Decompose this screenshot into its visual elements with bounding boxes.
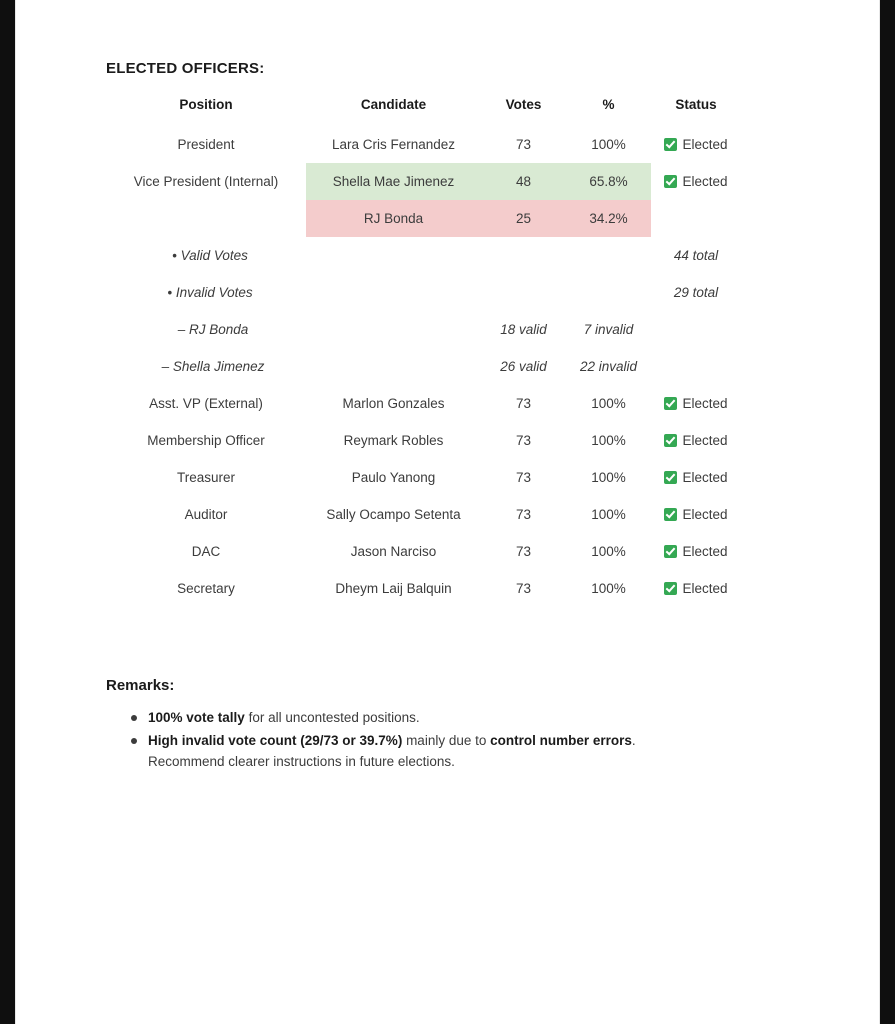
list-item bbox=[148, 708, 766, 729]
note-total: 29 total bbox=[673, 285, 719, 300]
cell-percent: 100% bbox=[591, 433, 626, 448]
check-icon bbox=[664, 508, 677, 521]
note-mid1 bbox=[481, 274, 566, 311]
cell-candidate: Dheym Laij Balquin bbox=[335, 581, 452, 596]
cell-percent: 100% bbox=[591, 470, 626, 485]
cell-percent: 100% bbox=[591, 507, 626, 522]
remark-bold-mid: control number errors bbox=[490, 732, 632, 748]
cell-position: Auditor bbox=[184, 507, 228, 522]
note-mid1: 26 valid bbox=[500, 359, 547, 374]
cell-candidate: Jason Narciso bbox=[350, 544, 437, 559]
column-header-candidate: Candidate bbox=[360, 97, 427, 112]
table-row bbox=[106, 533, 741, 570]
table-row bbox=[106, 163, 741, 200]
cell-percent: 100% bbox=[591, 137, 626, 152]
cell-votes: 73 bbox=[515, 581, 532, 596]
status-badge bbox=[651, 385, 741, 422]
status-badge bbox=[651, 126, 741, 163]
status-badge bbox=[651, 163, 741, 200]
note-blank bbox=[306, 237, 481, 274]
remark-tail: . bbox=[631, 732, 636, 748]
document-page bbox=[16, 0, 879, 1024]
check-icon bbox=[664, 175, 677, 188]
remark-bold-lead: 100% vote tally bbox=[148, 710, 245, 725]
status-label: Elected bbox=[682, 174, 728, 189]
note-blank bbox=[306, 274, 481, 311]
status-label: Elected bbox=[682, 137, 728, 152]
column-header-votes: Votes bbox=[505, 97, 542, 112]
status-badge bbox=[651, 422, 741, 459]
cell-votes: 73 bbox=[515, 396, 532, 411]
column-header-position: Position bbox=[179, 97, 233, 112]
note-label: • Valid Votes bbox=[172, 248, 248, 263]
status-label: Elected bbox=[682, 507, 728, 522]
cell-votes: 73 bbox=[515, 433, 532, 448]
table-header-row bbox=[106, 91, 741, 126]
table-row bbox=[106, 570, 741, 607]
remarks-list bbox=[106, 708, 766, 773]
check-icon bbox=[664, 582, 677, 595]
section-title: ELECTED OFFICERS: bbox=[106, 60, 265, 77]
cell-votes: 73 bbox=[515, 137, 532, 152]
status-badge bbox=[651, 570, 741, 607]
status-badge bbox=[651, 459, 741, 496]
check-icon bbox=[664, 471, 677, 484]
cell-percent: 100% bbox=[591, 544, 626, 559]
cell-votes: 25 bbox=[481, 200, 566, 237]
table-row bbox=[106, 496, 741, 533]
cell-position: Secretary bbox=[177, 581, 235, 596]
note-mid2 bbox=[566, 237, 651, 274]
cell-candidate: Reymark Robles bbox=[343, 433, 444, 448]
note-row bbox=[106, 274, 741, 311]
note-mid2 bbox=[566, 274, 651, 311]
check-icon bbox=[664, 397, 677, 410]
note-label: – RJ Bonda bbox=[177, 322, 249, 337]
note-row bbox=[106, 237, 741, 274]
remark-rest: for all uncontested positions. bbox=[244, 710, 420, 725]
cell-percent: 65.8% bbox=[566, 163, 651, 200]
check-icon bbox=[664, 138, 677, 151]
note-mid2: 22 invalid bbox=[579, 359, 638, 374]
cell-position: Membership Officer bbox=[147, 433, 265, 448]
table-row bbox=[106, 385, 741, 422]
table-row bbox=[106, 200, 741, 237]
status-badge bbox=[651, 533, 741, 570]
table-row bbox=[106, 459, 741, 496]
cell-candidate: Marlon Gonzales bbox=[342, 396, 445, 411]
note-label: – Shella Jimenez bbox=[161, 359, 265, 374]
cell-candidate: Lara Cris Fernandez bbox=[331, 137, 456, 152]
status-label: Elected bbox=[682, 581, 728, 596]
cell-position: Treasurer bbox=[176, 470, 235, 485]
note-total: 44 total bbox=[673, 248, 719, 263]
note-mid1 bbox=[481, 237, 566, 274]
status-label: Elected bbox=[682, 433, 728, 448]
note-blank bbox=[306, 348, 481, 385]
column-header-percent: % bbox=[602, 97, 615, 112]
document-content bbox=[106, 60, 766, 775]
cell-percent: 100% bbox=[591, 581, 626, 596]
remarks-title: Remarks: bbox=[106, 677, 175, 694]
status-badge bbox=[651, 200, 741, 237]
cell-votes: 73 bbox=[515, 544, 532, 559]
cell-position: President bbox=[177, 137, 235, 152]
remark-second-line: Recommend clearer instructions in future elections. bbox=[148, 753, 455, 769]
cell-position bbox=[106, 200, 306, 237]
column-header-status: Status bbox=[675, 97, 717, 112]
cell-candidate: Paulo Yanong bbox=[351, 470, 436, 485]
cell-candidate: Shella Mae Jimenez bbox=[306, 163, 481, 200]
table-row bbox=[106, 422, 741, 459]
note-total bbox=[651, 311, 741, 348]
status-badge bbox=[651, 496, 741, 533]
elected-officers-table bbox=[106, 91, 741, 607]
remark-bold-lead: High invalid vote count (29/73 or 39.7%) bbox=[148, 732, 403, 748]
status-label: Elected bbox=[682, 544, 728, 559]
note-row bbox=[106, 348, 741, 385]
note-row bbox=[106, 311, 741, 348]
cell-candidate: Sally Ocampo Setenta bbox=[326, 507, 461, 522]
note-mid2: 7 invalid bbox=[583, 322, 634, 337]
cell-votes: 73 bbox=[515, 470, 532, 485]
note-label: • Invalid Votes bbox=[167, 285, 253, 300]
status-label: Elected bbox=[682, 396, 728, 411]
cell-percent: 100% bbox=[591, 396, 626, 411]
note-blank bbox=[306, 311, 481, 348]
check-icon bbox=[664, 434, 677, 447]
list-item bbox=[148, 731, 766, 773]
cell-position: DAC bbox=[191, 544, 221, 559]
note-total bbox=[651, 348, 741, 385]
cell-votes: 73 bbox=[515, 507, 532, 522]
cell-percent: 34.2% bbox=[566, 200, 651, 237]
check-icon bbox=[664, 545, 677, 558]
cell-candidate: RJ Bonda bbox=[306, 200, 481, 237]
cell-votes: 48 bbox=[481, 163, 566, 200]
status-label: Elected bbox=[682, 470, 728, 485]
remark-rest: mainly due to bbox=[402, 732, 491, 748]
table-row bbox=[106, 126, 741, 163]
cell-position: Asst. VP (External) bbox=[149, 396, 263, 411]
cell-position: Vice President (Internal) bbox=[133, 174, 279, 189]
note-mid1: 18 valid bbox=[500, 322, 547, 337]
